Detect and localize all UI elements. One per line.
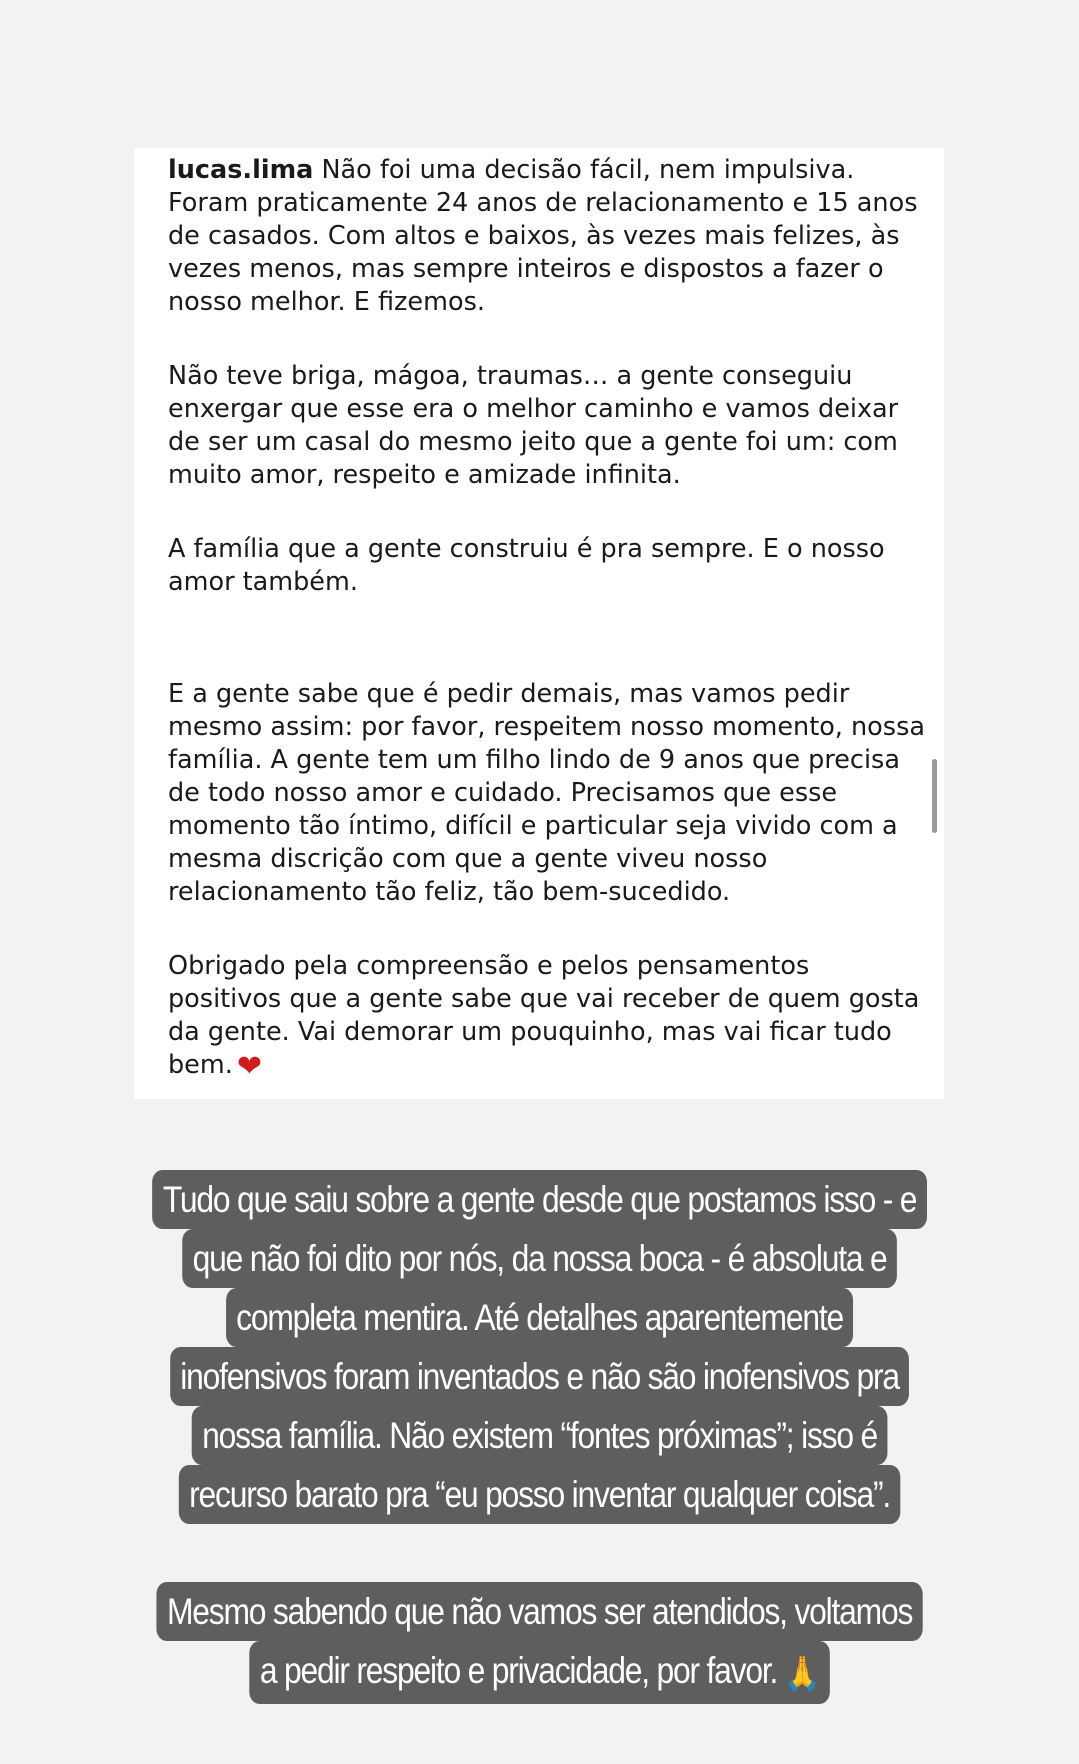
username[interactable]: lucas.lima xyxy=(168,155,314,185)
story-text-line: Mesmo sabendo que não vamos ser atendidos, voltamos xyxy=(157,1582,923,1641)
story-text-block-2 xyxy=(76,1582,1004,1704)
story-text-line: Tudo que saiu sobre a gente desde que postamos isso - e xyxy=(153,1170,927,1229)
story-text-line: que não foi dito por nós, da nossa boca - é absoluta e xyxy=(182,1229,897,1288)
post-caption-screenshot xyxy=(134,148,944,1099)
caption-paragraph-4: E a gente sabe que é pedir demais, mas vamos pedir mesmo assim: por favor, respeitem nosso momento, nossa família. A gente tem um filho lindo de 9 anos que precisa de todo nosso amor e cuidado. Precisamos que esse momento tão íntimo, difícil e particular seja vivido com a mesma discrição com que a gente viveu nosso relacionamento tão feliz, tão bem-sucedido. xyxy=(168,679,925,907)
story-text-line: inofensivos foram inventados e não são inofensivos pra xyxy=(170,1347,909,1406)
story-text-line: completa mentira. Até detalhes aparentemente xyxy=(226,1288,853,1347)
caption-paragraph-1-text: Não foi uma decisão fácil, nem impulsiva. Foram praticamente 24 anos de relacionamento e 15 anos de casados. Com altos e baixos, às vezes mais felizes, às vezes menos, mas sempre inteiros e dispostos a fazer o nosso melhor. E fizemos. xyxy=(168,155,918,317)
caption-paragraph-1 xyxy=(168,154,928,319)
scrollbar[interactable] xyxy=(932,759,937,833)
caption-paragraph-5 xyxy=(168,950,928,1082)
praying-hands-icon: 🙏 xyxy=(784,1654,820,1694)
caption-paragraph-2: Não teve briga, mágoa, traumas… a gente conseguiu enxergar que esse era o melhor caminho e vamos deixar de ser um casal do mesmo jeito que a gente foi um: com muito amor, respeito e amizade infinita. xyxy=(168,361,899,490)
heart-icon: ❤ xyxy=(236,1049,262,1084)
story-text-line-text: a pedir respeito e privacidade, por favor. xyxy=(259,1650,778,1691)
story-text-line: recurso barato pra “eu posso inventar qualquer coisa”. xyxy=(179,1465,900,1524)
post-caption xyxy=(168,154,928,1123)
caption-paragraph-5-text: Obrigado pela compreensão e pelos pensamentos positivos que a gente sabe que vai receber de quem gosta da gente. Vai demorar um pouquinho, mas vai ficar tudo bem. xyxy=(168,951,920,1080)
story-text-block-1 xyxy=(76,1170,1004,1524)
caption-paragraph-3: A família que a gente construiu é pra sempre. E o nosso amor também. xyxy=(168,534,885,597)
story-text-line-with-emoji xyxy=(250,1641,830,1704)
story-text-line: nossa família. Não existem “fontes próximas”; isso é xyxy=(192,1406,887,1465)
